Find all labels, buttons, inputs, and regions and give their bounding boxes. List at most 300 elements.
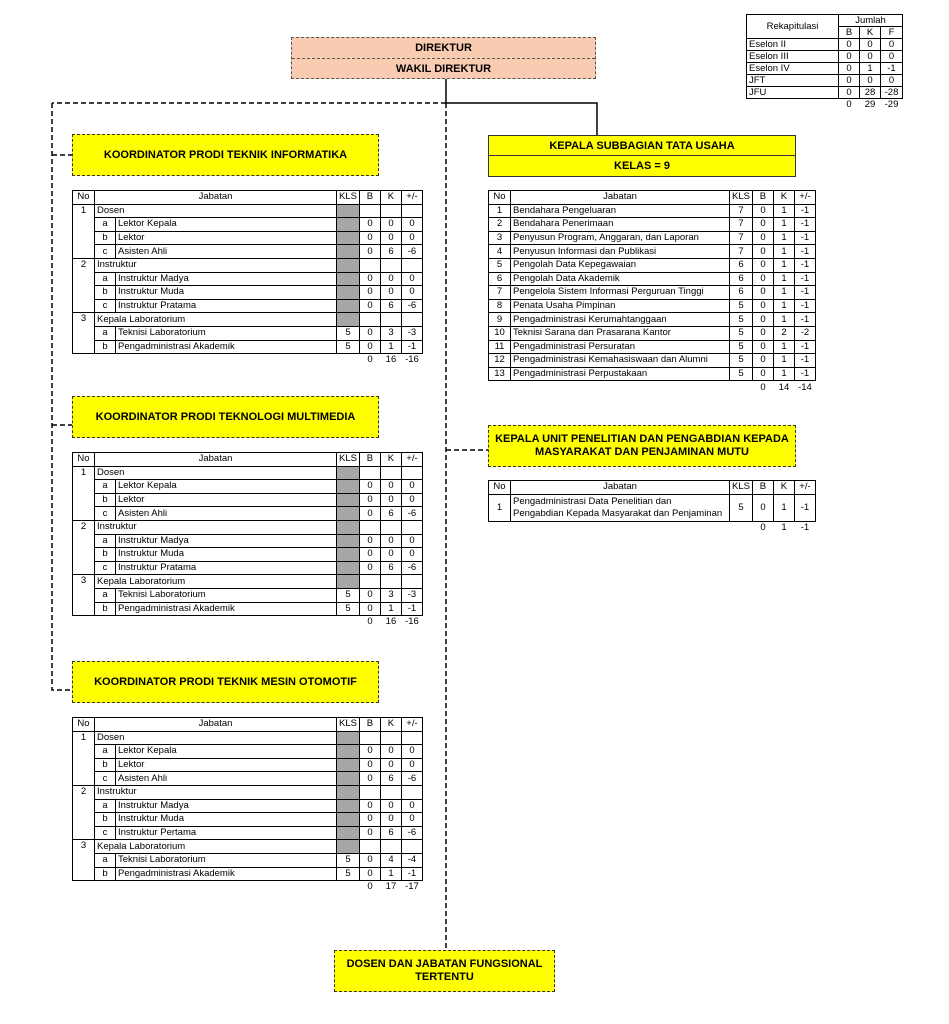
item-sub: b bbox=[95, 602, 116, 616]
tu-row-b: 0 bbox=[752, 286, 773, 300]
tu-row-no: 1 bbox=[489, 204, 511, 218]
item-f: 0 bbox=[401, 548, 422, 562]
table-row bbox=[73, 272, 423, 286]
tu-row-k: 1 bbox=[773, 258, 794, 272]
item-name: Asisten Ahli bbox=[116, 245, 337, 259]
tu-row-f: -1 bbox=[794, 286, 815, 300]
table-row bbox=[73, 231, 423, 245]
item-b: 0 bbox=[359, 340, 380, 354]
item-kls bbox=[337, 772, 360, 786]
empty-cell bbox=[95, 354, 116, 367]
prodi-title-ti: KOORDINATOR PRODI TEKNIK INFORMATIKA bbox=[103, 148, 348, 161]
item-k: 0 bbox=[380, 231, 401, 245]
header-kls: KLS bbox=[337, 718, 360, 732]
tu-row-kls: 5 bbox=[730, 313, 753, 327]
total-row bbox=[73, 616, 423, 629]
table-row bbox=[73, 534, 423, 548]
item-name: Instruktur Madya bbox=[116, 799, 337, 813]
item-b: 0 bbox=[359, 588, 380, 602]
table-row bbox=[489, 204, 816, 218]
table-row bbox=[73, 758, 423, 772]
item-sub: c bbox=[95, 507, 116, 521]
lppm-row-b: 0 bbox=[752, 494, 773, 521]
rekap-total-f: -29 bbox=[884, 99, 899, 110]
tu-row-b: 0 bbox=[752, 367, 773, 381]
group-row bbox=[73, 731, 423, 745]
table-row bbox=[489, 245, 816, 259]
item-name: Teknisi Laboratorium bbox=[116, 588, 337, 602]
header-no: No bbox=[73, 453, 95, 467]
rekap-row-f: -1 bbox=[881, 63, 903, 75]
f-cell bbox=[401, 731, 422, 745]
item-kls bbox=[337, 299, 360, 313]
tu-row-f: -1 bbox=[794, 218, 815, 232]
rekap-title: Rekapitulasi bbox=[747, 15, 839, 39]
group-no: 3 bbox=[73, 840, 95, 881]
empty-cell bbox=[95, 616, 116, 629]
item-f: -1 bbox=[401, 602, 422, 616]
group-no: 1 bbox=[73, 731, 95, 785]
tu-row-name: Penyusun Informasi dan Publikasi bbox=[511, 245, 730, 259]
tu-row-kls: 6 bbox=[730, 272, 753, 286]
table-row bbox=[73, 588, 423, 602]
tu-row-no: 8 bbox=[489, 299, 511, 313]
rekap-row-k: 1 bbox=[860, 63, 881, 75]
k-cell bbox=[380, 258, 401, 272]
table-row bbox=[73, 745, 423, 759]
item-k: 1 bbox=[380, 602, 401, 616]
tu-header-jabatan: Jabatan bbox=[511, 191, 730, 205]
group-name: Kepala Laboratorium bbox=[95, 313, 337, 327]
tu-row-b: 0 bbox=[752, 258, 773, 272]
item-name: Teknisi Laboratorium bbox=[116, 853, 337, 867]
tu-row-k: 1 bbox=[773, 340, 794, 354]
rekap-row-k: 0 bbox=[860, 39, 881, 51]
dosen-jft-line1: DOSEN DAN JABATAN FUNGSIONAL bbox=[346, 958, 543, 970]
group-name: Instruktur bbox=[95, 258, 337, 272]
item-sub: a bbox=[95, 534, 116, 548]
tu-total-b: 0 bbox=[760, 381, 766, 393]
header-f: +/- bbox=[401, 718, 422, 732]
table-row bbox=[73, 299, 423, 313]
table-row bbox=[489, 218, 816, 232]
item-b: 0 bbox=[359, 772, 380, 786]
lppm-total-b: 0 bbox=[760, 521, 766, 533]
item-b: 0 bbox=[359, 867, 380, 881]
tu-header-f: +/- bbox=[794, 191, 815, 205]
prodi-table-ti bbox=[72, 190, 423, 367]
tu-row-k: 2 bbox=[773, 326, 794, 340]
empty-cell bbox=[337, 354, 360, 367]
tata-usaha-box bbox=[488, 135, 796, 177]
group-row bbox=[73, 204, 423, 218]
item-k: 0 bbox=[380, 745, 401, 759]
tu-row-k: 1 bbox=[773, 313, 794, 327]
tu-header-b: B bbox=[752, 191, 773, 205]
tu-row-b: 0 bbox=[752, 326, 773, 340]
prodi-box-tm bbox=[72, 396, 379, 438]
tu-row-no: 2 bbox=[489, 218, 511, 232]
rekap-col-b: B bbox=[839, 27, 860, 39]
tu-row-f: -2 bbox=[794, 326, 815, 340]
total-k: 16 bbox=[385, 616, 397, 628]
rekap-row-b: 0 bbox=[839, 63, 860, 75]
b-cell bbox=[359, 520, 380, 534]
group-no: 3 bbox=[73, 313, 95, 354]
tata-usaha-title: KEPALA SUBBAGIAN TATA USAHA bbox=[549, 139, 735, 152]
lppm-table bbox=[488, 480, 816, 534]
item-name: Instruktur Muda bbox=[116, 286, 337, 300]
tu-row-f: -1 bbox=[794, 299, 815, 313]
tu-row-name: Penyusun Program, Anggaran, dan Laporan bbox=[511, 231, 730, 245]
k-cell bbox=[380, 840, 401, 854]
rekap-row-label: JFT bbox=[747, 75, 839, 87]
tu-row-k: 1 bbox=[773, 299, 794, 313]
empty-cell bbox=[73, 881, 95, 894]
tu-row-kls: 5 bbox=[730, 340, 753, 354]
item-f: 0 bbox=[401, 758, 422, 772]
lppm-row-name-line2: Pengabdian Kepada Masyarakat dan Penjaminan bbox=[513, 507, 723, 519]
item-b: 0 bbox=[359, 745, 380, 759]
tu-row-kls: 5 bbox=[730, 367, 753, 381]
table-row bbox=[489, 367, 816, 381]
header-jabatan: Jabatan bbox=[95, 718, 337, 732]
group-no: 1 bbox=[73, 466, 95, 520]
table-row bbox=[73, 826, 423, 840]
item-kls bbox=[337, 745, 360, 759]
k-cell bbox=[380, 313, 401, 327]
total-f: -17 bbox=[405, 881, 419, 893]
item-name: Lektor bbox=[116, 758, 337, 772]
header-f: +/- bbox=[401, 453, 422, 467]
item-b: 0 bbox=[359, 299, 380, 313]
item-b: 0 bbox=[359, 799, 380, 813]
item-sub: a bbox=[95, 326, 116, 340]
rekap-row-k: 28 bbox=[860, 87, 881, 99]
rekap-row-label: Eselon II bbox=[747, 39, 839, 51]
item-kls: 5 bbox=[337, 867, 360, 881]
wakil-direktur-label: WAKIL DIREKTUR bbox=[292, 58, 595, 79]
b-cell bbox=[359, 785, 380, 799]
lppm-row-name bbox=[511, 494, 730, 521]
tu-row-b: 0 bbox=[752, 204, 773, 218]
item-name: Pengadministrasi Akademik bbox=[116, 340, 337, 354]
rekapitulasi-table bbox=[746, 14, 903, 110]
tu-row-name: Bendahara Penerimaan bbox=[511, 218, 730, 232]
item-b: 0 bbox=[359, 218, 380, 232]
table-row bbox=[73, 799, 423, 813]
table-row bbox=[489, 258, 816, 272]
item-name: Asisten Ahli bbox=[116, 772, 337, 786]
lppm-title-line1: KEPALA UNIT PENELITIAN DAN PENGABDIAN KEPADA bbox=[495, 433, 789, 445]
table-row bbox=[73, 813, 423, 827]
rekap-row-label: Eselon III bbox=[747, 51, 839, 63]
item-kls bbox=[337, 245, 360, 259]
tu-row-kls: 7 bbox=[730, 218, 753, 232]
tu-row-b: 0 bbox=[752, 245, 773, 259]
total-k: 16 bbox=[385, 354, 397, 366]
item-f: -6 bbox=[401, 561, 422, 575]
tu-row-no: 12 bbox=[489, 354, 511, 368]
table-row bbox=[489, 286, 816, 300]
rekap-jumlah-header: Jumlah bbox=[839, 15, 903, 27]
rekap-row-f: 0 bbox=[881, 75, 903, 87]
item-b: 0 bbox=[359, 826, 380, 840]
b-cell bbox=[359, 731, 380, 745]
item-kls: 5 bbox=[337, 340, 360, 354]
lppm-box bbox=[488, 425, 796, 467]
item-f: 0 bbox=[401, 813, 422, 827]
k-cell bbox=[380, 731, 401, 745]
f-cell bbox=[401, 785, 422, 799]
table-row bbox=[73, 602, 423, 616]
item-kls: 5 bbox=[337, 853, 360, 867]
item-kls bbox=[337, 507, 360, 521]
table-row bbox=[489, 494, 816, 521]
item-f: -3 bbox=[401, 588, 422, 602]
item-b: 0 bbox=[359, 326, 380, 340]
group-no: 1 bbox=[73, 204, 95, 258]
item-k: 6 bbox=[380, 299, 401, 313]
item-name: Lektor bbox=[116, 493, 337, 507]
item-k: 0 bbox=[380, 218, 401, 232]
rekap-row bbox=[747, 87, 903, 99]
empty-cell bbox=[73, 616, 95, 629]
group-row bbox=[73, 520, 423, 534]
tu-row-no: 11 bbox=[489, 340, 511, 354]
tu-row-no: 7 bbox=[489, 286, 511, 300]
item-name: Instruktur Pratama bbox=[116, 561, 337, 575]
item-b: 0 bbox=[359, 561, 380, 575]
item-b: 0 bbox=[359, 286, 380, 300]
lppm-row-k: 1 bbox=[773, 494, 794, 521]
empty-cell bbox=[116, 616, 337, 629]
f-cell bbox=[401, 520, 422, 534]
tu-row-name: Penata Usaha Pimpinan bbox=[511, 299, 730, 313]
item-f: 0 bbox=[401, 286, 422, 300]
item-f: 0 bbox=[401, 272, 422, 286]
total-b: 0 bbox=[367, 616, 373, 628]
group-name: Instruktur bbox=[95, 785, 337, 799]
item-b: 0 bbox=[359, 813, 380, 827]
table-row bbox=[73, 853, 423, 867]
item-k: 0 bbox=[380, 758, 401, 772]
tu-row-name: Teknisi Sarana dan Prasarana Kantor bbox=[511, 326, 730, 340]
lppm-row-name-line1: Pengadministrasi Data Penelitian dan bbox=[513, 495, 672, 507]
group-row bbox=[73, 575, 423, 589]
item-b: 0 bbox=[359, 245, 380, 259]
tu-row-f: -1 bbox=[794, 258, 815, 272]
b-cell bbox=[359, 840, 380, 854]
tu-row-kls: 5 bbox=[730, 299, 753, 313]
total-b: 0 bbox=[367, 354, 373, 366]
item-k: 0 bbox=[380, 493, 401, 507]
kls-cell bbox=[337, 313, 360, 327]
item-name: Pengadministrasi Akademik bbox=[116, 867, 337, 881]
header-jabatan: Jabatan bbox=[95, 453, 337, 467]
item-kls bbox=[337, 799, 360, 813]
tu-row-k: 1 bbox=[773, 272, 794, 286]
direktur-box bbox=[291, 37, 596, 79]
prodi-box-tmo bbox=[72, 661, 379, 703]
item-kls bbox=[337, 286, 360, 300]
table-row bbox=[489, 340, 816, 354]
rekap-row bbox=[747, 39, 903, 51]
table-header-row bbox=[73, 191, 423, 205]
kls-cell bbox=[337, 258, 360, 272]
kls-cell bbox=[337, 731, 360, 745]
rekap-row-label: Eselon IV bbox=[747, 63, 839, 75]
table-row bbox=[489, 272, 816, 286]
item-k: 6 bbox=[380, 507, 401, 521]
lppm-header-kls: KLS bbox=[730, 481, 753, 495]
item-b: 0 bbox=[359, 272, 380, 286]
table-header-row bbox=[73, 453, 423, 467]
table-row bbox=[73, 867, 423, 881]
tu-row-name: Pengadministrasi Kerumahtanggaan bbox=[511, 313, 730, 327]
tu-row-k: 1 bbox=[773, 286, 794, 300]
tu-row-f: -1 bbox=[794, 231, 815, 245]
rekap-row-label: JFU bbox=[747, 87, 839, 99]
rekap-row-b: 0 bbox=[839, 75, 860, 87]
table-row bbox=[73, 326, 423, 340]
dosen-jft-line2: TERTENTU bbox=[415, 971, 474, 983]
item-kls bbox=[337, 534, 360, 548]
kls-cell bbox=[337, 575, 360, 589]
tu-total-k: 14 bbox=[778, 381, 790, 393]
item-sub: b bbox=[95, 867, 116, 881]
item-b: 0 bbox=[359, 507, 380, 521]
b-cell bbox=[359, 466, 380, 480]
item-name: Instruktur Pertama bbox=[116, 826, 337, 840]
rekap-row-k: 0 bbox=[860, 51, 881, 63]
item-k: 6 bbox=[380, 826, 401, 840]
header-no: No bbox=[73, 191, 95, 205]
group-no: 2 bbox=[73, 785, 95, 839]
item-name: Teknisi Laboratorium bbox=[116, 326, 337, 340]
lppm-total-k: 1 bbox=[781, 521, 787, 533]
direktur-label: DIREKTUR bbox=[415, 42, 472, 54]
item-sub: a bbox=[95, 799, 116, 813]
item-f: -4 bbox=[401, 853, 422, 867]
item-k: 6 bbox=[380, 245, 401, 259]
item-name: Instruktur Muda bbox=[116, 813, 337, 827]
item-kls bbox=[337, 480, 360, 494]
item-k: 4 bbox=[380, 853, 401, 867]
empty-cell bbox=[73, 354, 95, 367]
item-k: 0 bbox=[380, 813, 401, 827]
tu-row-name: Pengolah Data Akademik bbox=[511, 272, 730, 286]
tu-total-f: -14 bbox=[798, 381, 812, 393]
empty-cell bbox=[116, 881, 337, 894]
tu-row-name: Bendahara Pengeluaran bbox=[511, 204, 730, 218]
item-name: Asisten Ahli bbox=[116, 507, 337, 521]
group-row bbox=[73, 313, 423, 327]
item-sub: b bbox=[95, 548, 116, 562]
header-jabatan: Jabatan bbox=[95, 191, 337, 205]
total-row bbox=[73, 881, 423, 894]
tu-row-b: 0 bbox=[752, 313, 773, 327]
table-row bbox=[489, 299, 816, 313]
group-no: 2 bbox=[73, 520, 95, 574]
lppm-header-jabatan: Jabatan bbox=[511, 481, 730, 495]
tu-row-kls: 6 bbox=[730, 258, 753, 272]
tu-row-f: -1 bbox=[794, 204, 815, 218]
header-b: B bbox=[359, 718, 380, 732]
item-sub: a bbox=[95, 745, 116, 759]
item-kls bbox=[337, 813, 360, 827]
tu-row-b: 0 bbox=[752, 340, 773, 354]
empty-cell bbox=[95, 881, 116, 894]
item-k: 0 bbox=[380, 534, 401, 548]
lppm-row-f: -1 bbox=[794, 494, 815, 521]
tu-row-b: 0 bbox=[752, 272, 773, 286]
item-kls bbox=[337, 272, 360, 286]
item-k: 0 bbox=[380, 548, 401, 562]
group-name: Kepala Laboratorium bbox=[95, 575, 337, 589]
rekap-total-b: 0 bbox=[846, 99, 852, 110]
total-f: -16 bbox=[405, 616, 419, 628]
tu-row-no: 5 bbox=[489, 258, 511, 272]
item-f: 0 bbox=[401, 231, 422, 245]
item-b: 0 bbox=[359, 548, 380, 562]
tu-header-k: K bbox=[773, 191, 794, 205]
table-row bbox=[73, 772, 423, 786]
kls-cell bbox=[337, 466, 360, 480]
empty-cell bbox=[337, 616, 360, 629]
item-name: Lektor Kepala bbox=[116, 480, 337, 494]
b-cell bbox=[359, 575, 380, 589]
item-f: -1 bbox=[401, 340, 422, 354]
item-k: 6 bbox=[380, 561, 401, 575]
item-b: 0 bbox=[359, 534, 380, 548]
table-row bbox=[489, 231, 816, 245]
item-name: Lektor Kepala bbox=[116, 745, 337, 759]
item-name: Lektor bbox=[116, 231, 337, 245]
dosen-jft-box bbox=[334, 950, 555, 992]
tu-row-k: 1 bbox=[773, 204, 794, 218]
empty-cell bbox=[337, 881, 360, 894]
prodi-table-tmo bbox=[72, 717, 423, 894]
rekap-row-f: 0 bbox=[881, 51, 903, 63]
tu-row-kls: 7 bbox=[730, 245, 753, 259]
tu-row-no: 10 bbox=[489, 326, 511, 340]
tu-row-kls: 5 bbox=[730, 354, 753, 368]
tu-row-no: 13 bbox=[489, 367, 511, 381]
item-f: 0 bbox=[401, 745, 422, 759]
k-cell bbox=[380, 785, 401, 799]
tu-row-k: 1 bbox=[773, 354, 794, 368]
f-cell bbox=[401, 258, 422, 272]
item-b: 0 bbox=[359, 758, 380, 772]
item-sub: b bbox=[95, 758, 116, 772]
item-k: 3 bbox=[380, 326, 401, 340]
k-cell bbox=[380, 520, 401, 534]
lppm-header-b: B bbox=[752, 481, 773, 495]
item-kls bbox=[337, 493, 360, 507]
group-name: Instruktur bbox=[95, 520, 337, 534]
item-name: Instruktur Madya bbox=[116, 534, 337, 548]
rekap-row-b: 0 bbox=[839, 51, 860, 63]
item-b: 0 bbox=[359, 602, 380, 616]
kls-cell bbox=[337, 785, 360, 799]
item-f: -6 bbox=[401, 826, 422, 840]
tu-row-kls: 7 bbox=[730, 204, 753, 218]
item-name: Instruktur Muda bbox=[116, 548, 337, 562]
tu-row-f: -1 bbox=[794, 245, 815, 259]
b-cell bbox=[359, 313, 380, 327]
rekap-col-f: F bbox=[881, 27, 903, 39]
